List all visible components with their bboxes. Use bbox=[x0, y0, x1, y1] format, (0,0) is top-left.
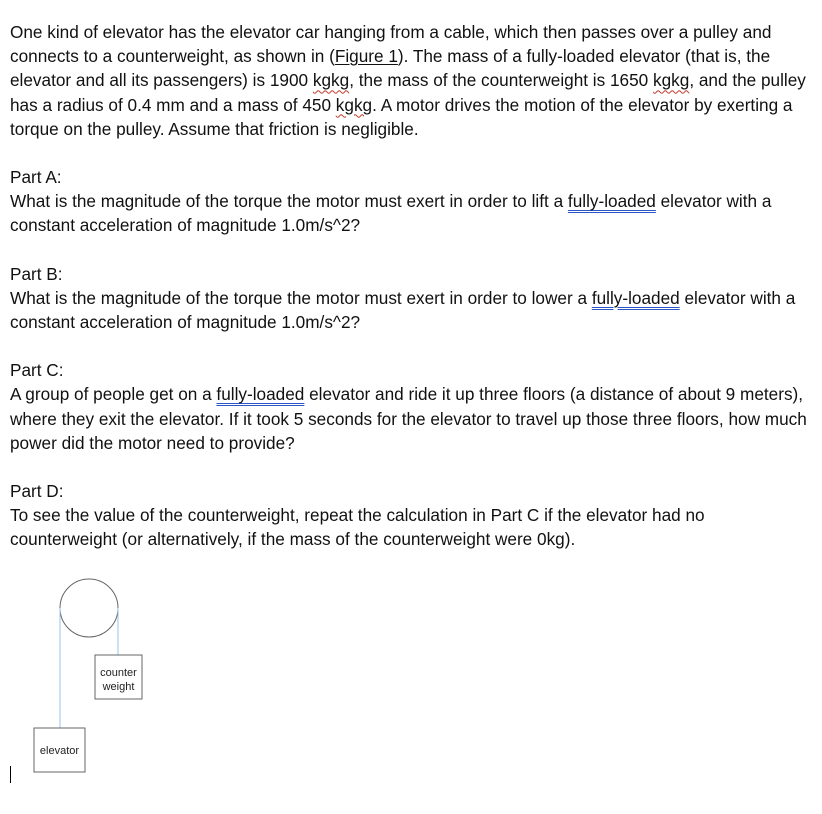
text-cursor bbox=[10, 766, 11, 783]
part-b-heading: Part B: bbox=[10, 263, 63, 284]
pulley-diagram bbox=[0, 570, 200, 800]
counterweight-label: counter bbox=[100, 667, 137, 679]
part-a-heading: Part A: bbox=[10, 167, 62, 188]
part-d-heading: Part D: bbox=[10, 481, 64, 502]
intro-text: One kind of elevator has the elevator car hanging from a cable, which then passes over a pulley and connects to a counterweight, as shown in ( bbox=[10, 22, 772, 67]
grammar-flag[interactable]: fully-loaded bbox=[567, 191, 656, 212]
part-d-question: To see the value of the counterweight, repeat the calculation in Part C if the elevator had no counterweight (or alternatively, if the mass of the counterweight were 0kg). bbox=[10, 505, 705, 550]
intro-paragraph bbox=[10, 20, 810, 141]
intro-text: ). The mass of a fully-loaded elevator (that is, the elevator and all its passengers) is 1900 bbox=[10, 46, 771, 91]
part-c-heading: Part C: bbox=[10, 360, 64, 381]
part-b-question: What is the magnitude of the torque the motor must exert in order to lower a fully-loaded elevator with a constant acceleration of magnitude 1.0m/s^2? bbox=[10, 287, 796, 333]
document-body[interactable] bbox=[10, 20, 810, 552]
counterweight-label: weight bbox=[102, 681, 135, 693]
intro-text: , the mass of the counterweight is 1650 bbox=[349, 70, 654, 91]
pulley-icon bbox=[60, 579, 118, 637]
spelling-flag[interactable]: kgkg bbox=[653, 70, 690, 91]
grammar-flag[interactable]: fully-loaded bbox=[591, 287, 680, 308]
elevator-label: elevator bbox=[39, 745, 80, 757]
figure-link[interactable]: Figure 1 bbox=[334, 46, 398, 67]
intro-text: , and the pulley has a radius of 0.4 mm and a mass of 450 bbox=[10, 70, 806, 115]
part-a-question: What is the magnitude of the torque the motor must exert in order to lift a fully-loaded elevator with a constant acceleration of magnitude 1.0m/s^2? bbox=[10, 191, 772, 236]
spelling-flag[interactable]: kgkg bbox=[312, 70, 350, 91]
spelling-flag[interactable]: kgkg bbox=[335, 94, 373, 115]
intro-text: . A motor drives the motion of the elevator by exerting a torque on the pulley. Assume that friction is negligible. bbox=[10, 94, 793, 139]
grammar-flag[interactable]: fully-loaded bbox=[216, 384, 305, 405]
part-c-question: A group of people get on a fully-loaded elevator and ride it up three floors (a distance of about 9 meters), where they exit the elevator. If it took 5 seconds for the elevator to travel up those three floors, how much power did the motor need to provide? bbox=[10, 384, 807, 453]
